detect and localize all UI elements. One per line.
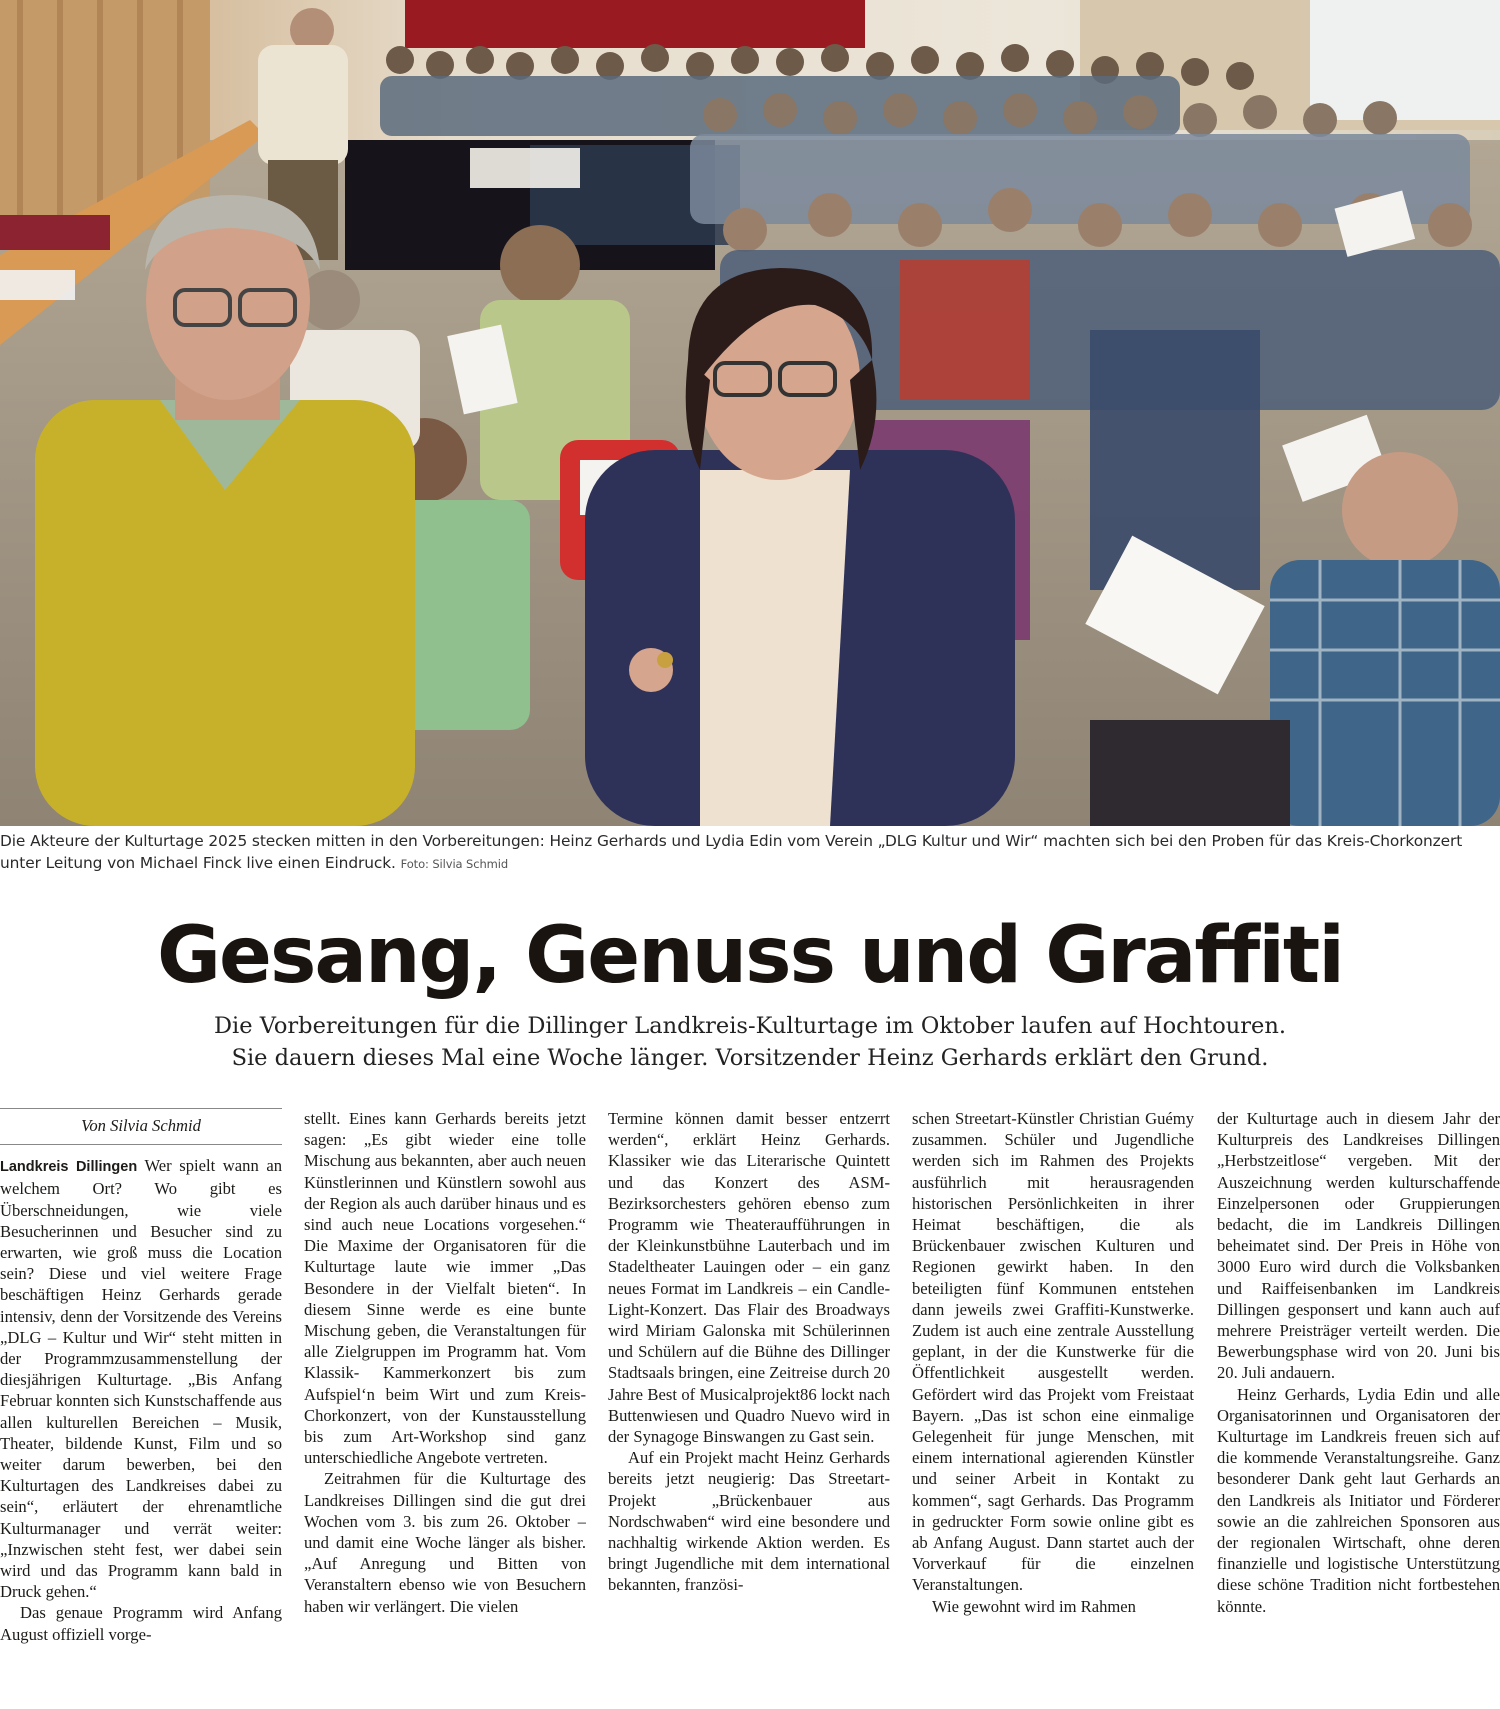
caption-text: Die Akteure der Kulturtage 2025 stecken mitten in den Vorbereitungen: Heinz Gerhards und Lydia Edin vom Verein „DLG Kultur und Wir“ machten sich bei den Proben für das Kreis-Chorkonzert unter Leitung von Michael Finck live einen Eindruck. <box>0 832 1463 872</box>
subhead-line-1: Die Vorbereitungen für die Dillinger Landkreis-Kulturtage im Oktober laufen auf Hochtouren. <box>213 1013 1286 1039</box>
paragraph: Das genaue Programm wird Anfang August offiziell vorge- <box>0 1603 282 1644</box>
paragraph <box>0 1155 282 1602</box>
paragraph: schen Streetart-Künstler Christian Guémy zusammen. Schüler und Jugendliche werden sich im Rahmen des Projekts ausführlich mit herausragenden historischen Persönlichkeiten in ihrer Heimat beschäftigen, die als Brückenbauer zwischen Kulturen und Regionen gewirkt haben. In den beteiligten fünf Kommunen entstehen dann jeweils zwei Graffiti-Kunstwerke. Zudem ist auch eine zentrale Ausstellung geplant, in der die Kunstwerke für die Öffentlichkeit ausgestellt werden. Gefördert wird das Projekt vom Freistaat Bayern. „Das ist schon eine einmalige Gelegenheit für junge Menschen, mit einem international agierenden Künstler und seiner Arbeit in Kontakt zu kommen“, sagt Gerhards. Das Programm in gedruckter Form sowie online gibt es ab Anfang August. Dann startet auch der Vorverkauf für die einzelnen Veranstaltungen. <box>912 1109 1194 1595</box>
stage-curtain <box>405 0 865 48</box>
paragraph: Wie gewohnt wird im Rahmen <box>932 1596 1136 1616</box>
article-column-1 <box>0 1108 282 1708</box>
article-photo <box>0 0 1500 826</box>
paragraph-text: Wer spielt wann an welchem Ort? Wo gibt es Überschneidungen, wie viele Besucherinnen und Besucher sind zu erwarten, wie groß muss die Location sein? Diese und viel weitere Frage beschäftigen Heinz Gerhards gerade intensiv, denn der Vorsitzende des Vereins „DLG – Kultur und Wir“ steht mitten in der Programmzusammenstellung der diesjährigen Kulturtage. „Bis Anfang Februar konnten sich Kunstschaffende aus allen kulturellen Bereichen – Musik, Theater, bildende Kunst, Film und so weiter darum bewerben, bei den Kulturtagen des Landkreises dabei zu sein“, erläutert der ehrenamtliche Kulturmanager und verrät weiter: „Inzwischen steht fest, wer dabei sein wird und das Programm kann bald in Druck gehen.“ <box>0 1156 282 1602</box>
headline: Gesang, Genuss und Graffiti <box>157 911 1343 1001</box>
bag <box>0 215 110 250</box>
paragraph: Auf ein Projekt macht Heinz Gerhards bereits jetzt neugierig: Das Streetart-Projekt „Brückenbauer aus Nordschwaben“ wird eine besondere und nachhaltig wirkende Aktion werden. Es bringt Jugendliche mit dem international bekannten, französi- <box>608 1448 890 1595</box>
paragraph: Heinz Gerhards, Lydia Edin und alle Organisatorinnen und Organisatoren der Kulturtage im Landkreis freuen sich auf die kommende Veranstaltungsreihe. Ganz besonderer Dank geht laut Gerhards an den Landkreis als Initiator und Förderer sowie an die zahlreichen Sponsoren aus der regionalen Wirtschaft, ohne deren finanzielle und logistische Unterstützung diese schöne Tradition nicht fortbestehen könnte. <box>1217 1384 1500 1616</box>
subhead-line-2: Sie dauern dieses Mal eine Woche länger. Vorsitzender Heinz Gerhards erklärt den Grund. <box>231 1045 1269 1071</box>
article-column-4 <box>912 1108 1194 1708</box>
photo-caption <box>0 830 1500 875</box>
window <box>1310 0 1500 120</box>
paragraph: der Kulturtage auch in diesem Jahr der Kulturpreis des Landkreises Dillingen „Herbstzeitlose“ vergeben. Mit der Auszeichnung werden kulturschaffende Einzelpersonen oder Gruppierungen bedacht, die im Landkreis Dillingen beheimatet sind. Der Preis in Höhe von 3000 Euro wird durch die Volksbanken und Raiffeisenbanken im Landkreis Dillingen gesponsert und kann auch auf mehrere Preisträger verteilt werden. Die Bewerbungsphase wird von 20. Juni bis 20. Juli andauern. <box>1217 1109 1500 1383</box>
dateline: Landkreis Dillingen <box>0 1159 138 1176</box>
byline: Von Silvia Schmid <box>0 1108 282 1145</box>
photo-credit: Foto: Silvia Schmid <box>400 857 509 871</box>
subheadline <box>0 1010 1500 1074</box>
article-column-3 <box>608 1108 890 1708</box>
article-column-5 <box>1217 1108 1500 1708</box>
article-column-2 <box>304 1108 586 1708</box>
paragraph: Termine können damit besser entzerrt werden“, erklärt Heinz Gerhards. Klassiker wie das Literarische Quintett und das Konzert des ASM-Bezirksorchesters gehören ebenso zum Programm wie Theateraufführungen in der Kleinkunstbühne Lauterbach und im Stadeltheater Lauingen oder – ein ganz neues Format im Landkreis – ein Candle-Light-Konzert. Das Flair des Broadways wird Miriam Galonska mit Schülerinnen und Schülern auf die Bühne des Dillinger Stadtsaals bringen, eine Zeitreise durch 20 Jahre Best of Musicalprojekt86 lockt nach Buttenwiesen und Quadro Nuevo wird in der Synagoge Binswangen zu Gast sein. <box>608 1109 890 1447</box>
paragraph: Zeitrahmen für die Kulturtage des Landkreises Dillingen sind die gut drei Wochen vom 3. bis zum 26. Oktober – und damit eine Woche länger als bisher. „Auf Anregung und Bitten von Veranstaltern ebenso wie von Besuchern haben wir verlängert. Die vielen <box>304 1469 586 1616</box>
photo-icon <box>0 0 1500 826</box>
paragraph: stellt. Eines kann Gerhards bereits jetzt sagen: „Es gibt wieder eine tolle Mischung aus bekannten, aber auch neuen Künstlerinnen und Künstlern sowohl aus der Region als auch darüber hinaus und es sind auch neue Locations vorgesehen.“ Die Maxime der Organisatoren für die Kulturtage laute wie immer „Das Besondere in der Vielfalt bieten“. In diesem Sinne werde es eine bunte Mischung geben, die Veranstaltungen für alle Zielgruppen im Programm hat. Vom Klassik- Kammerkonzert bis zum Aufspiel‘n beim Wirt und zum Kreis-Chorkonzert, von der Kunstausstellung bis zum Art-Workshop sind ganz unterschiedliche Angebote vertreten. <box>304 1109 586 1468</box>
